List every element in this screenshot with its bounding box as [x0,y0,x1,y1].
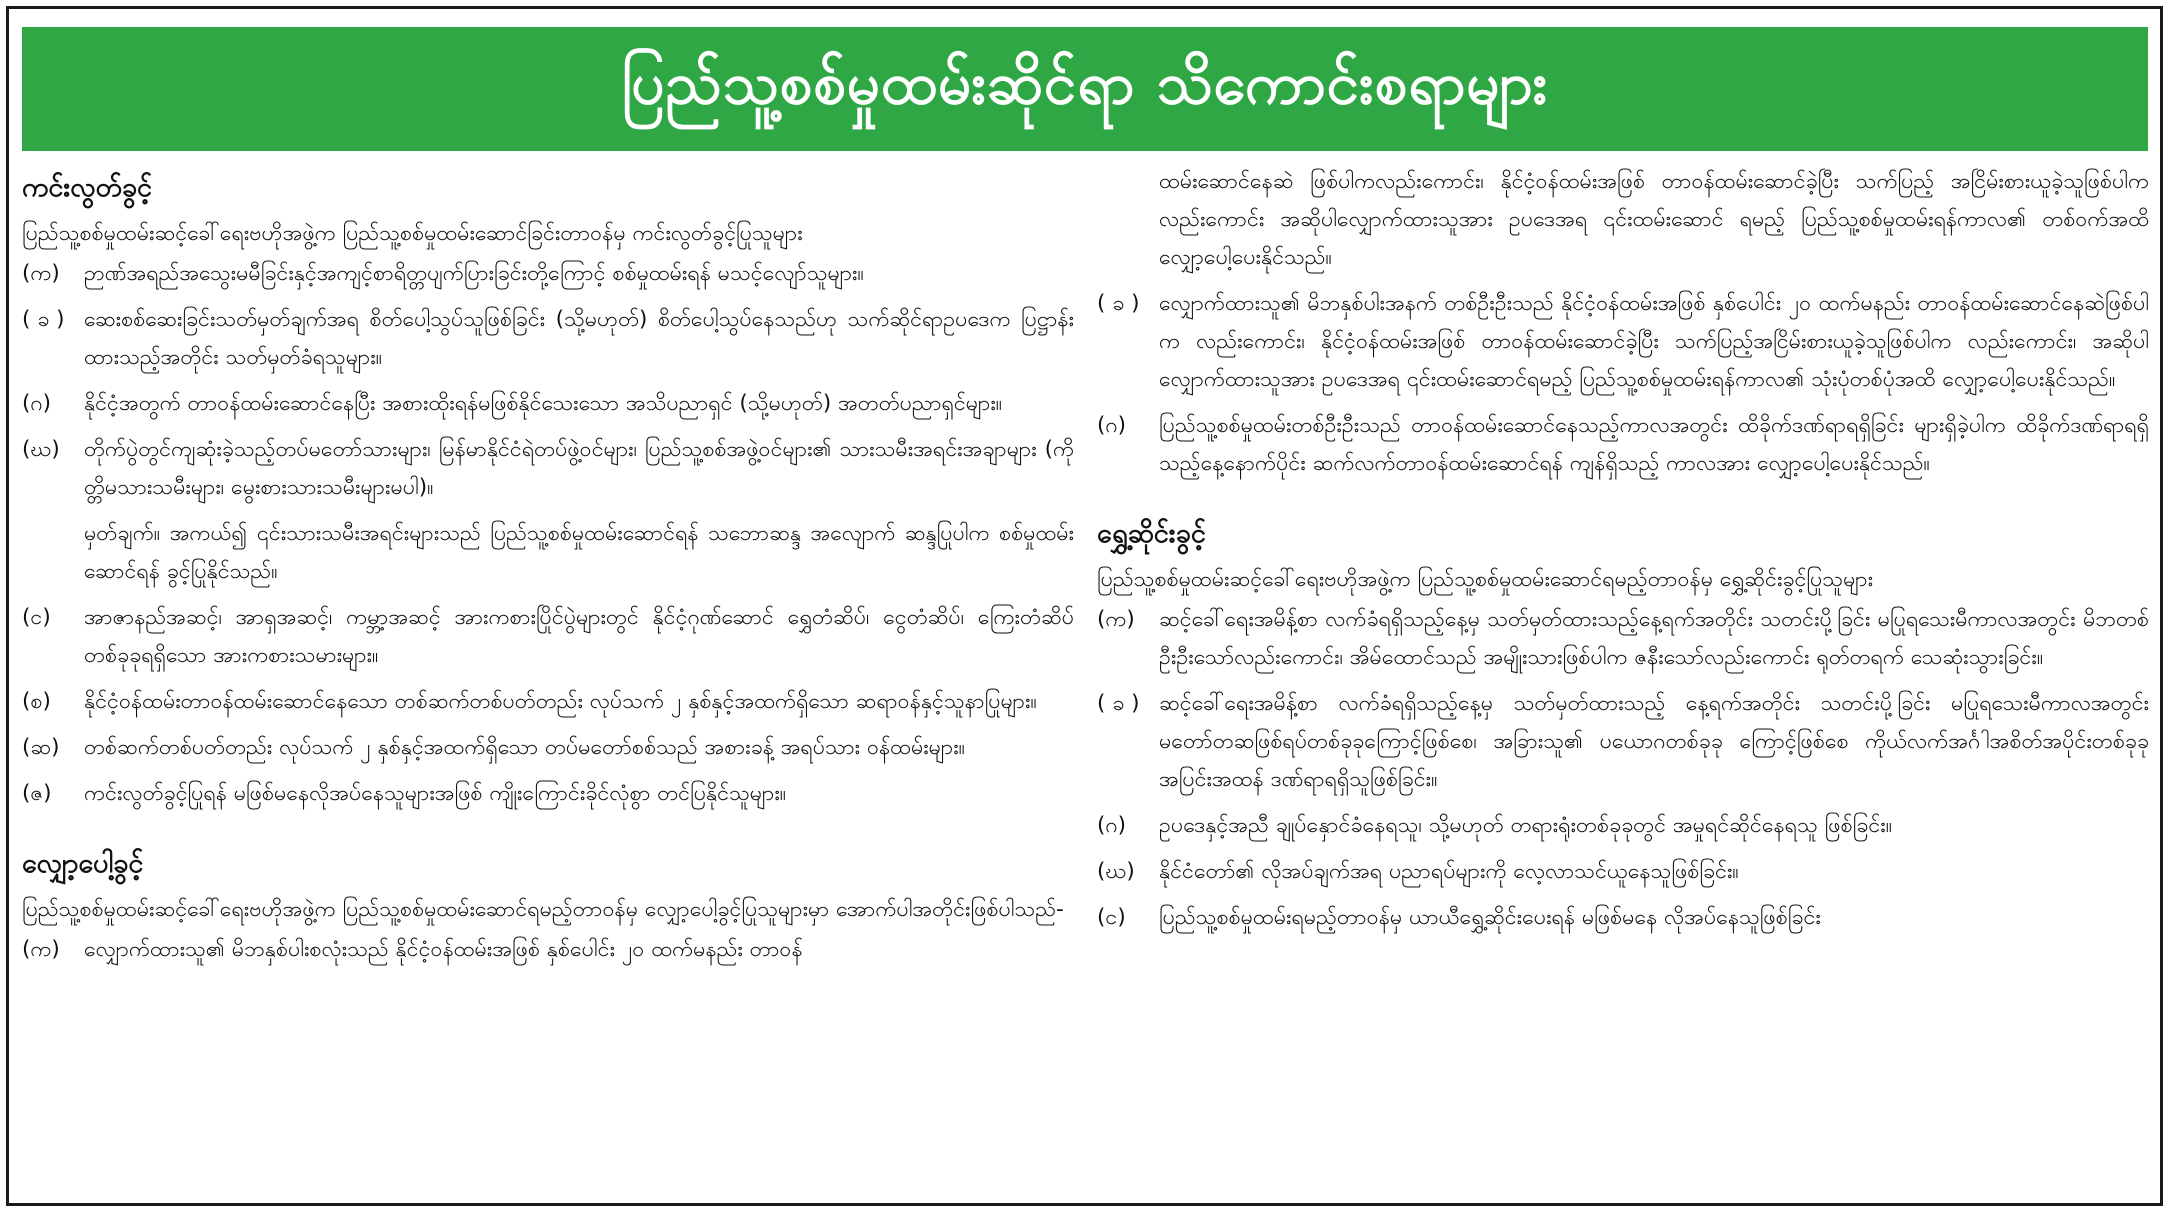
item-text: ဆင့်ခေါ်ရေးအမိန့်စာ လက်ခံရရှိသည့်နေ့မှ သတ်မှတ်ထားသည့် နေ့ရက်အတိုင်း သတင်းပို့ခြင်း မပြုရသေးမီကာလအတွင်း မတော်တဆဖြစ်ရပ်တစ်ခုခုကြောင့်ဖြစ်စေ၊ အခြားသူ၏ ပယောဂတစ်ခုခု ကြောင့်ဖြစ်စေ ကိုယ်လက်အင်္ဂါအစိတ်အပိုင်းတစ်ခုခု အပြင်းအထန် ဒဏ်ရာရရှိသူဖြစ်ခြင်း။ [1159,691,2149,792]
item-text: လျှောက်ထားသူ၏ မိဘနှစ်ပါးစလုံးသည် နိုင်ငံ့ဝန်ထမ်းအဖြစ် နှစ်ပေါင်း ၂၀ ထက်မနည်း တာဝန် [84,937,803,962]
item-text: ပြည်သူ့စစ်မှုထမ်းတစ်ဦးဦးသည် တာဝန်ထမ်းဆောင်နေသည့်ကာလအတွင်း ထိခိုက်ဒဏ်ရာရရှိခြင်း များရှိခဲ့ပါက ထိခိုက်ဒဏ်ရာရရှိသည့်နေ့နောက်ပိုင်း ဆက်လက်တာဝန်ထမ်းဆောင်ရန် ကျန်ရှိသည့် ကာလအား လျှော့ပေါ့ပေးနိုင်သည်။ [1159,413,2149,476]
item-marker: (စ) [22,689,51,714]
postponement-intro: ပြည်သူ့စစ်မှုထမ်းဆင့်ခေါ်ရေးဗဟိုအဖွဲ့က ပြည်သူ့စစ်မှုထမ်းဆောင်ရမည့်တာဝန်မှ ရွှေ့ဆိုင်းခွင့်ပြုသူများ [1097,567,1874,592]
note-text: မှတ်ချက်။ အကယ်၍ ၎င်းသားသမီးအရင်းများသည် ပြည်သူ့စစ်မှုထမ်းဆောင်ရန် သဘောဆန္ဒ အလျောက် ဆန္ဒပြုပါက စစ်မှုထမ်းဆောင်ရန် ခွင့်ပြုနိုင်သည်။ [84,521,1074,584]
item-marker: (င) [22,605,51,630]
list-item [22,385,1074,423]
exemption-list [22,255,1074,813]
list-item [1097,899,2149,937]
item-text: အာဇာနည်အဆင့်၊ အာရှအဆင့်၊ ကမ္ဘာ့အဆင့် အားကစားပြိုင်ပွဲများတွင် နိုင်ငံ့ဂုဏ်ဆောင် ရွှေတံဆိပ်၊ ငွေတံဆိပ်၊ ကြေးတံဆိပ်တစ်ခုခုရရှိသော အားကစားသမားများ။ [84,605,1074,668]
item-text: ကင်းလွတ်ခွင့်ပြုရန် မဖြစ်မနေလိုအပ်နေသူများအဖြစ် ကျိုးကြောင်းခိုင်လုံစွာ တင်ပြနိုင်သူများ။ [84,781,787,806]
list-item [22,729,1074,767]
deferment-list-continued [1097,285,2149,483]
list-item [1097,807,2149,845]
item-marker: (က) [22,261,60,286]
list-item [1097,685,2149,799]
page-title: ပြည်သူ့စစ်မှုထမ်းဆိုင်ရာ သိကောင်းစရာများ [621,48,1549,117]
postponement-list [1097,601,2149,937]
item-marker: ( ခ ) [22,307,65,332]
title-banner [22,27,2148,151]
item-marker [22,515,84,591]
item-marker: (ဆ) [22,735,60,760]
list-item [22,775,1074,813]
item-marker: (ဇ) [22,781,52,806]
item-marker: ( ခ ) [1097,291,1140,316]
item-marker: (ဂ) [22,391,52,416]
exemption-heading: ကင်းလွတ်ခွင့် [22,172,153,203]
item-marker: (င) [1097,905,1126,930]
item-marker: ( ခ ) [1097,691,1140,716]
item-marker: (ဂ) [1097,813,1127,838]
deferment-continuation: ထမ်းဆောင်နေဆဲ ဖြစ်ပါကလည်းကောင်း၊ နိုင်ငံ့ဝန်ထမ်းအဖြစ် တာဝန်ထမ်းဆောင်ခဲ့ပြီး သက်ပြည့် အငြိမ်းစားယူခဲ့သူဖြစ်ပါကလည်းကောင်း အဆိုပါလျှောက်ထားသူအား ဥပဒေအရ ၎င်းထမ်းဆောင် ရမည့် ပြည်သူ့စစ်မှုထမ်းရန်ကာလ၏ တစ်ဝက်အထိ လျှော့ပေါ့ပေးနိုင်သည်။ [1159,169,2149,270]
list-item [1097,601,2149,677]
note-item [22,515,1074,591]
list-item [22,599,1074,675]
item-marker: (ဃ) [1097,859,1135,884]
item-text: နိုင်ငံ့ဝန်ထမ်းတာဝန်ထမ်းဆောင်နေသော တစ်ဆက်တစ်ပတ်တည်း လုပ်သက် ၂ နှစ်နှင့်အထက်ရှိသော ဆရာဝန်နှင့်သူနာပြုများ။ [84,689,1037,714]
right-column [1097,163,2149,945]
list-item [22,431,1074,507]
item-marker: (ဃ) [22,437,60,462]
item-text: ဥပဒေနှင့်အညီ ချုပ်နှောင်ခံနေရသူ၊ သို့မဟုတ် တရားရုံးတစ်ခုခုတွင် အမှုရင်ဆိုင်နေရသူ ဖြစ်ခြင်း။ [1159,813,1893,838]
exemption-intro: ပြည်သူ့စစ်မှုထမ်းဆင့်ခေါ်ရေးဗဟိုအဖွဲ့က ပြည်သူ့စစ်မှုထမ်းဆောင်ခြင်းတာဝန်မှ ကင်းလွတ်ခွင့်ပြုသူများ [22,221,803,246]
deferment-list [22,931,1074,969]
item-text: နိုင်ငံ့အတွက် တာဝန်ထမ်းဆောင်နေပြီး အစားထိုးရန်မဖြစ်နိုင်သေးသော အသိပညာရှင် (သို့မဟုတ်) အတတ်ပညာရှင်များ။ [84,391,1003,416]
item-text: ဉာဏ်အရည်အသွေးမမီခြင်းနှင့်အကျင့်စာရိတ္တပျက်ပြားခြင်းတို့ကြောင့် စစ်မှုထမ်းရန် မသင့်လျော်သူများ။ [84,261,865,286]
item-text: နိုင်ငံတော်၏ လိုအပ်ချက်အရ ပညာရပ်များကို လေ့လာသင်ယူနေသူဖြစ်ခြင်း။ [1159,859,1739,884]
deferment-intro: ပြည်သူ့စစ်မှုထမ်းဆင့်ခေါ်ရေးဗဟိုအဖွဲ့က ပြည်သူ့စစ်မှုထမ်းဆောင်ရမည့်တာဝန်မှ လျှော့ပေါ့ခွင့်ပြုသူများမှာ အောက်ပါအတိုင်းဖြစ်ပါသည်- [22,897,1064,922]
list-item [22,683,1074,721]
item-text: ဆင့်ခေါ်ရေးအမိန့်စာ လက်ခံရရှိသည့်နေ့မှ သတ်မှတ်ထားသည့်နေ့ရက်အတိုင်း သတင်းပို့ခြင်း မပြုရသေးမီကာလအတွင်း မိဘတစ်ဦးဦးသော်လည်းကောင်း၊ အိမ်ထောင်သည် အမျိုးသားဖြစ်ပါက ဇနီးသော်လည်းကောင်း ရုတ်တရက် သေဆုံးသွားခြင်း။ [1159,607,2149,670]
list-item [22,301,1074,377]
item-text: ပြည်သူ့စစ်မှုထမ်းရမည့်တာဝန်မှ ယာယီရွှေ့ဆိုင်းပေးရန် မဖြစ်မနေ လိုအပ်နေသူဖြစ်ခြင်း [1159,905,1821,930]
list-item [1097,853,2149,891]
list-item [22,255,1074,293]
list-item [22,931,1074,969]
list-item [1097,407,2149,483]
item-marker: (က) [1097,607,1135,632]
deferment-heading: လျှော့ပေါ့ခွင့် [22,848,144,879]
left-column [22,163,1074,977]
item-marker: (ဂ) [1097,413,1127,438]
item-text: တိုက်ပွဲတွင်ကျဆုံးခဲ့သည့်တပ်မတော်သားများ၊ မြန်မာနိုင်ငံရဲတပ်ဖွဲ့ဝင်များ၊ ပြည်သူ့စစ်အဖွဲ့ဝင်များ၏ သားသမီးအရင်းအချာများ (ကိုတ္တိမသားသမီးများ၊ မွေးစားသားသမီးများမပါ)။ [84,437,1074,500]
postponement-heading: ရွှေ့ဆိုင်းခွင့် [1097,518,1206,549]
item-marker: (က) [22,937,60,962]
item-text: တစ်ဆက်တစ်ပတ်တည်း လုပ်သက် ၂ နှစ်နှင့်အထက်ရှိသော တပ်မတော်စစ်သည် အစားခန့် အရပ်သား ဝန်ထမ်းများ။ [84,735,966,760]
list-item [1097,285,2149,399]
item-text: လျှောက်ထားသူ၏ မိဘနှစ်ပါးအနက် တစ်ဦးဦးသည် နိုင်ငံ့ဝန်ထမ်းအဖြစ် နှစ်ပေါင်း ၂၀ ထက်မနည်း တာဝန်ထမ်းဆောင်နေဆဲဖြစ်ပါက လည်းကောင်း၊ နိုင်ငံ့ဝန်ထမ်းအဖြစ် တာဝန်ထမ်းဆောင်ခဲ့ပြီး သက်ပြည့်အငြိမ်းစားယူခဲ့သူဖြစ်ပါက လည်းကောင်း၊ အဆိုပါလျှောက်ထားသူအား ဥပဒေအရ ၎င်းထမ်းဆောင်ရမည့် ပြည်သူ့စစ်မှုထမ်းရန်ကာလ၏ သုံးပုံတစ်ပုံအထိ လျှော့ပေါ့ပေးနိုင်သည်။ [1159,291,2149,392]
item-text: ဆေးစစ်ဆေးခြင်းသတ်မှတ်ချက်အရ စိတ်ပေါ့သွပ်သူဖြစ်ခြင်း (သို့မဟုတ်) စိတ်ပေါ့သွပ်နေသည်ဟု သက်ဆိုင်ရာဥပဒေက ပြဋ္ဌာန်းထားသည့်အတိုင်း သတ်မှတ်ခံရသူများ။ [84,307,1074,370]
